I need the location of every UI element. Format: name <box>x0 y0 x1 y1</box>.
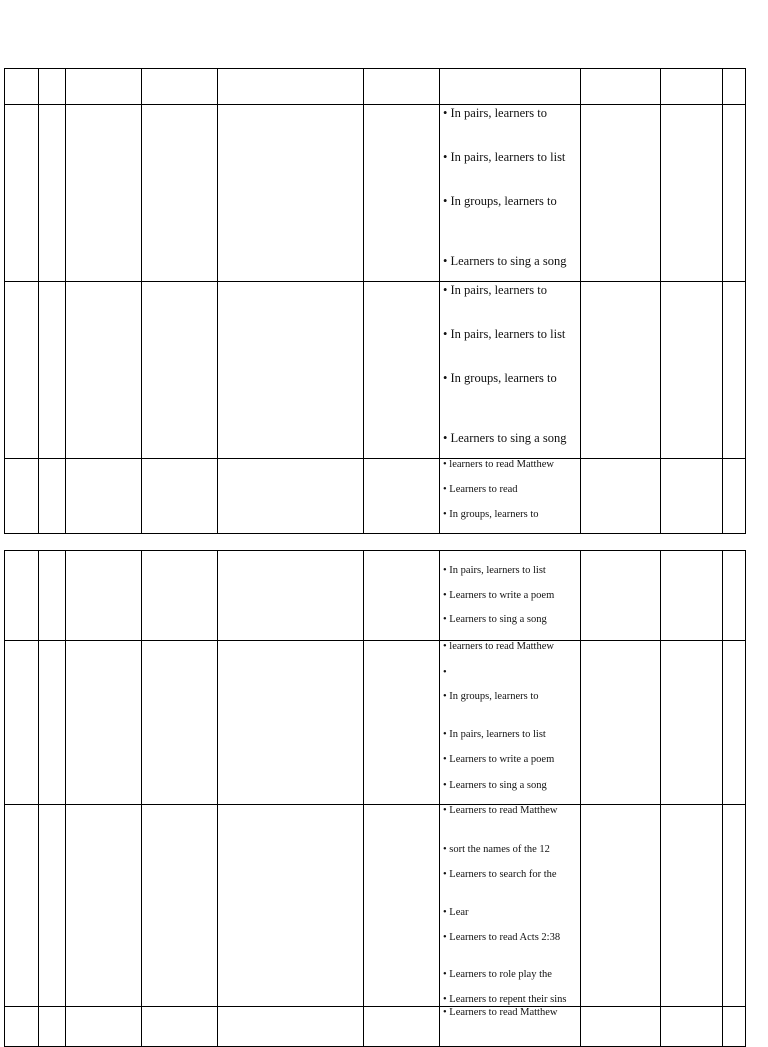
activity-item: • sort the names of the 12 <box>443 844 550 855</box>
activity-item: • In groups, learners to <box>443 194 557 208</box>
activities-cell <box>440 805 581 1007</box>
header-row <box>5 69 746 105</box>
activity-item: • Learners to write a poem <box>443 590 555 601</box>
activity-item: • In groups, learners to <box>443 371 557 385</box>
activities-cell <box>440 105 581 282</box>
table-row <box>5 282 746 459</box>
activity-item: • Learners to role play the <box>443 969 552 980</box>
activity-item: • Learners to write a poem <box>443 754 555 765</box>
activity-item: • Learners to sing a song <box>443 431 567 445</box>
activities-cell <box>440 641 581 805</box>
activity-item: • Learners to read <box>443 484 518 495</box>
table-row <box>5 459 746 534</box>
activity-item: • Learners to read Matthew <box>443 805 558 816</box>
table-row <box>5 551 746 641</box>
activity-item: • learners to read Matthew <box>443 459 554 470</box>
activity-item: • learners to read Matthew <box>443 641 554 652</box>
activity-item: • Learners to search for the <box>443 869 557 880</box>
activity-item: • In pairs, learners to list <box>443 150 566 164</box>
table-row <box>5 105 746 282</box>
activity-item: • Learners to read Matthew <box>443 1007 558 1018</box>
table-row <box>5 805 746 1007</box>
activities-cell <box>440 551 581 641</box>
activities-cell <box>440 459 581 534</box>
activity-item: • Learners to sing a song <box>443 614 547 625</box>
table-row <box>5 1007 746 1047</box>
activities-cell <box>440 1007 581 1047</box>
table-row <box>5 641 746 805</box>
activity-item: • In groups, learners to <box>443 509 539 520</box>
activity-item: • Learners to sing a song <box>443 254 567 268</box>
lesson-plan-table-2 <box>4 550 746 1047</box>
activity-item: • In groups, learners to <box>443 691 539 702</box>
activity-item: • In pairs, learners to <box>443 106 547 120</box>
activities-cell <box>440 69 581 105</box>
activities-cell <box>440 282 581 459</box>
activity-item: • <box>443 667 447 678</box>
activity-item: • In pairs, learners to <box>443 283 547 297</box>
activity-item: • Learners to read Acts 2:38 <box>443 932 561 943</box>
activity-item: • In pairs, learners to list <box>443 327 566 341</box>
activity-item: • In pairs, learners to list <box>443 729 546 740</box>
activity-item: • Learners to repent their sins <box>443 994 567 1005</box>
activity-item: • Learners to sing a song <box>443 780 547 791</box>
lesson-plan-table-1 <box>4 68 746 534</box>
activity-item: • Lear <box>443 907 469 918</box>
activity-item: • In pairs, learners to list <box>443 565 546 576</box>
